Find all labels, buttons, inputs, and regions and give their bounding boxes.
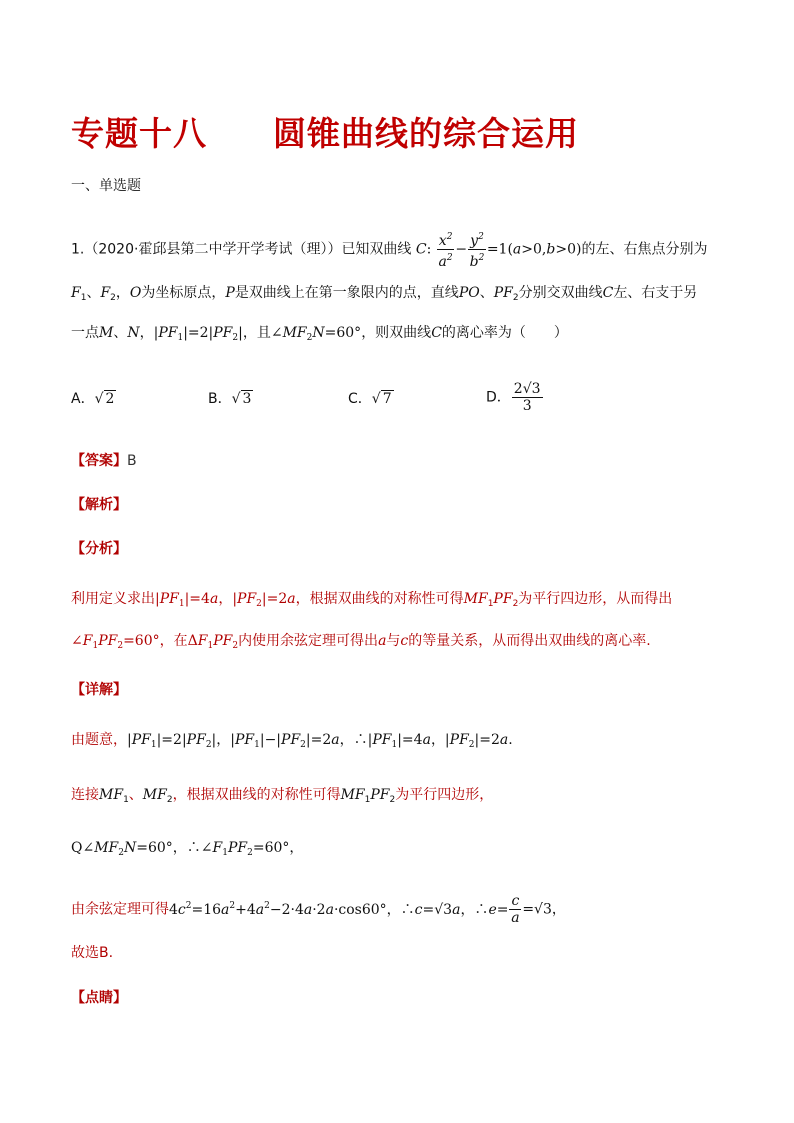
option-a: A．√ 2 — [71, 391, 115, 407]
answer-line: 【答案】B — [71, 453, 137, 469]
title-right: 圆锥曲线的综合运用 — [273, 114, 579, 153]
xiangjie-line-5: 故选B. — [71, 945, 114, 961]
fenxi-label: 【分析】 — [71, 541, 127, 557]
question-line-1: 1.（2020·霍邱县第二中学开学考试（理））已知双曲线 C: $\frac{x^2}{a^2}$ − $\frac{y^2}{b^2}$ =1(a>0,b>0)的左、右焦点分别为 — [71, 229, 707, 270]
fenxi-line-1: 利用定义求出$|PF_1|=4a$，$|PF_2|=2a$，根据双曲线的对称性可得$MF_1PF_2$为平行四边形，从而得出 — [71, 591, 673, 609]
dianjing-label: 【点睛】 — [71, 990, 127, 1006]
option-c: C．√ 7 — [348, 391, 392, 407]
xiangjie-line-3: $Q\angle MF_2N=60^\circ$，$\therefore\angle F_1PF_2=60^\circ$， — [71, 840, 304, 858]
page-title — [71, 108, 579, 155]
analysis-label: 【解析】 — [71, 497, 127, 513]
xiangjie-line-4: 由余弦定理可得$4c^2=16a^2+4a^2-2\cdot 4a\cdot 2a\cdot\cos 60^\circ$，∴c=√3a，∴e= $\frac{c}{a}$ =√3， — [71, 893, 566, 926]
fenxi-line-2: $\angle F_1PF_2=60^\circ$，在$\Delta F_1PF_2$内使用余弦定理可得出a与c的等量关系，从而得出双曲线的离心率. — [71, 633, 651, 651]
question-line-2: $F_1$、$F_2$，O为坐标原点，P是双曲线上在第一象限内的点，直线PO、$PF_2$分别交双曲线C左、右支于另 — [71, 285, 698, 303]
xiangjie-label: 【详解】 — [71, 682, 127, 698]
section-heading: 一、单选题 — [71, 178, 141, 194]
question-line-3: 一点M、N，$|PF_1|=2|PF_2|$，且$\angle MF_2N=60^\circ$，则双曲线C的离心率为（ ） — [71, 325, 568, 343]
xiangjie-line-1: 由题意，$|PF_1|=2|PF_2|$，$|PF_1|-|PF_2|=2a$，$\therefore|PF_1|=4a$，$|PF_2|=2a$. — [71, 732, 513, 750]
option-b: B．√ 3 — [208, 391, 252, 407]
xiangjie-line-2: 连接$MF_1$、$MF_2$，根据双曲线的对称性可得$MF_1PF_2$为平行四边形， — [71, 787, 494, 805]
option-d: D． $\frac{2√3}{3}$ — [486, 381, 541, 414]
title-left: 专题十八 — [71, 114, 207, 153]
